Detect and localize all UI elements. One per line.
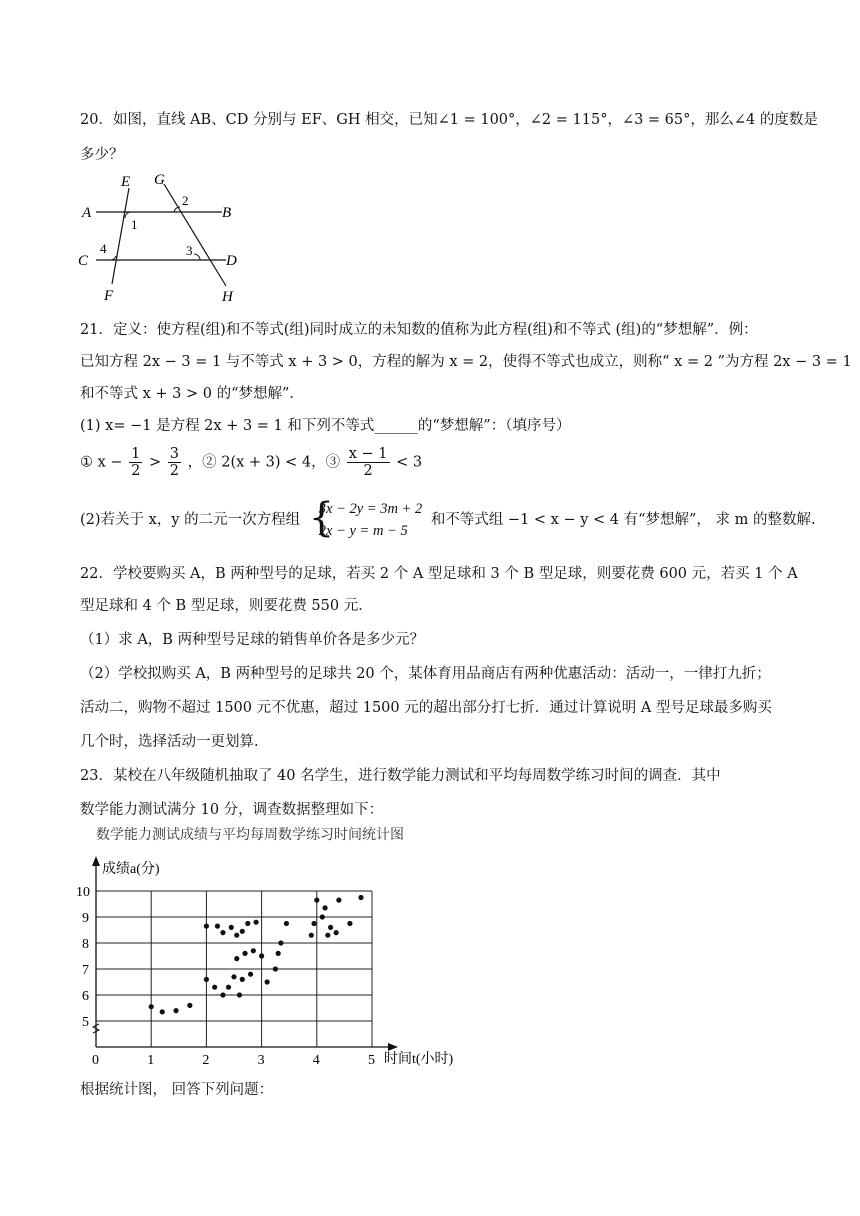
y-tick-label: 6 (82, 989, 89, 1004)
x-axis-arrow (388, 1043, 398, 1051)
scatter-point (328, 925, 333, 930)
scatter-point (212, 985, 217, 990)
scatter-point (309, 933, 314, 938)
q22-line2: 型足球和 4 个 B 型足球，则要花费 550 元． (80, 598, 373, 614)
scatter-point (240, 977, 245, 982)
q21-part1: (1) x= −1 是方程 2x + 3 = 1 和下列不等式______的“梦想解”：（填序号） (80, 418, 571, 434)
label-c: C (78, 253, 89, 269)
scatter-point (265, 979, 270, 984)
opt1-frac2: $\frac{3}{2}$ (169, 446, 179, 479)
label-f: F (104, 288, 114, 304)
q22-line4: （2）学校拟购买 A，B 两种型号的足球共 20 个，某体育用品商店有两种优惠活动：活动一，一律打九折； (80, 666, 771, 682)
scatter-point (278, 940, 283, 945)
x-tick-label: 5 (368, 1053, 375, 1068)
q22-line5: 活动二，购物不超过 1500 元不优惠，超过 1500 元的超出部分打七折．通过计算说明 A 型号足球最多购买 (80, 700, 772, 716)
scatter-point (242, 951, 247, 956)
y-tick-label: 5 (82, 1015, 89, 1030)
q23-after: 根据统计图， 回答下列问题： (80, 1082, 274, 1098)
part2-post: 和不等式组 −1 < x − y < 4 有“梦想解”， 求 m 的整数解. (430, 512, 816, 528)
scatter-point (229, 925, 234, 930)
opt3-frac: $\frac{x - 1}{2}$ (348, 446, 388, 479)
scatter-point (234, 933, 239, 938)
line-gh (164, 184, 226, 286)
scatter-point (251, 948, 256, 953)
q23-line2: 数学能力测试满分 10 分，调查数据整理如下： (80, 802, 384, 818)
scatter-point (347, 921, 352, 926)
scatter-point (248, 972, 253, 977)
line-ef (112, 188, 129, 284)
opt2: ，② 2(x + 3) < 4，③ (187, 454, 341, 471)
system-eq2: 2x − y = m − 5 (318, 523, 408, 539)
q21-line3: 和不等式 x + 3 > 0 的“梦想解”． (80, 386, 304, 402)
scatter-point (231, 974, 236, 979)
opt1-mid: > (149, 454, 162, 471)
scatter-point (204, 977, 209, 982)
opt1-frac1: $\frac{1}{2}$ (131, 446, 141, 479)
equation-system: { 3x − 2y = 3m + 2 2x − y = m − 5 (308, 495, 423, 541)
scatter-point (220, 992, 225, 997)
q20-figure (76, 170, 256, 308)
scatter-point (187, 1003, 192, 1008)
scatter-point (173, 1008, 178, 1013)
x-axis-label: 时间t(小时) (384, 1052, 454, 1067)
label-h: H (222, 289, 233, 305)
scatter-point (215, 924, 220, 929)
scatter-point (160, 1009, 165, 1014)
scatter-point (220, 930, 225, 935)
y-axis-label: 成绩a(分) (102, 862, 160, 877)
y-tick-label: 7 (82, 963, 89, 978)
scatter-point (259, 953, 264, 958)
scatter-chart (0, 820, 860, 1080)
q21-line1: 21．定义：使方程(组)和不等式(组)同时成立的未知数的值称为此方程(组)和不等式 (组)的“梦想解”．例： (80, 322, 758, 338)
y-tick-label: 8 (82, 937, 89, 952)
axis-break (93, 1024, 99, 1033)
scatter-point (276, 951, 281, 956)
scatter-point (314, 898, 319, 903)
scatter-point (358, 895, 363, 900)
label-a: A (82, 205, 92, 221)
q21-options (80, 446, 422, 479)
label-d: D (226, 253, 237, 269)
x-tick-label: 4 (312, 1053, 320, 1068)
part2-pre: (2)若关于 x，y 的二元一次方程组 (80, 512, 301, 528)
q22-line6: 几个时，选择活动一更划算. (80, 734, 259, 750)
q21-line2: 已知方程 2x − 3 = 1 与不等式 x + 3 > 0，方程的解为 x = 2，使得不等式也成立，则称“ x = 2 ”为方程 2x − 3 = 1 (80, 354, 852, 370)
scatter-point (237, 992, 242, 997)
scatter-point (334, 930, 339, 935)
scatter-point (284, 921, 289, 926)
q22-line1: 22．学校要购买 A，B 两种型号的足球，若买 2 个 A 型足球和 3 个 B 型足球，则要花费 600 元，若买 1 个 A (80, 566, 798, 582)
scatter-point (234, 956, 239, 961)
scatter-point (311, 921, 316, 926)
scatter-point (320, 914, 325, 919)
chart-ticks (76, 885, 375, 1068)
opt3-post: < 3 (396, 454, 423, 471)
chart-points (149, 895, 364, 1015)
y-axis-arrow (92, 856, 100, 866)
label-3: 3 (186, 243, 193, 258)
chart-grid (96, 891, 372, 1047)
label-1: 1 (131, 217, 138, 232)
scatter-point (253, 920, 258, 925)
x-tick-label: 1 (147, 1053, 155, 1068)
y-tick-label: 9 (82, 911, 89, 926)
scatter-point (240, 929, 245, 934)
label-4: 4 (100, 241, 107, 256)
x-tick-label: 0 (92, 1053, 99, 1068)
q20-line2: 多少？ (80, 147, 124, 163)
scatter-point (226, 985, 231, 990)
q21-part2 (80, 495, 816, 542)
q23-line1: 23．某校在八年级随机抽取了 40 名学生，进行数学能力测试和平均每周数学练习时间的调查．其中 (80, 768, 721, 784)
scatter-point (245, 921, 250, 926)
x-tick-label: 3 (257, 1053, 265, 1068)
label-e: E (121, 174, 131, 190)
scatter-point (273, 966, 278, 971)
label-2: 2 (182, 193, 189, 208)
x-tick-label: 2 (202, 1053, 210, 1068)
scatter-point (325, 933, 330, 938)
y-tick-label: 10 (76, 885, 90, 900)
q20-line1: 20．如图，直线 AB、CD 分别与 EF、GH 相交，已知∠1 = 100°，∠2 = 115°，∠3 = 65°，那么∠4 的度数是 (80, 112, 818, 128)
q22-line3: （1）求 A，B 两种型号足球的销售单价各是多少元？ (80, 632, 425, 648)
scatter-point (204, 924, 209, 929)
scatter-point (149, 1004, 154, 1009)
scatter-point (336, 898, 341, 903)
label-b: B (222, 205, 232, 221)
chart-title: 数学能力测试成绩与平均每周数学练习时间统计图 (96, 828, 404, 843)
opt1-pre: ① x − (80, 454, 123, 471)
system-eq1: 3x − 2y = 3m + 2 (318, 501, 423, 517)
scatter-point (322, 905, 327, 910)
label-g: G (154, 172, 165, 188)
